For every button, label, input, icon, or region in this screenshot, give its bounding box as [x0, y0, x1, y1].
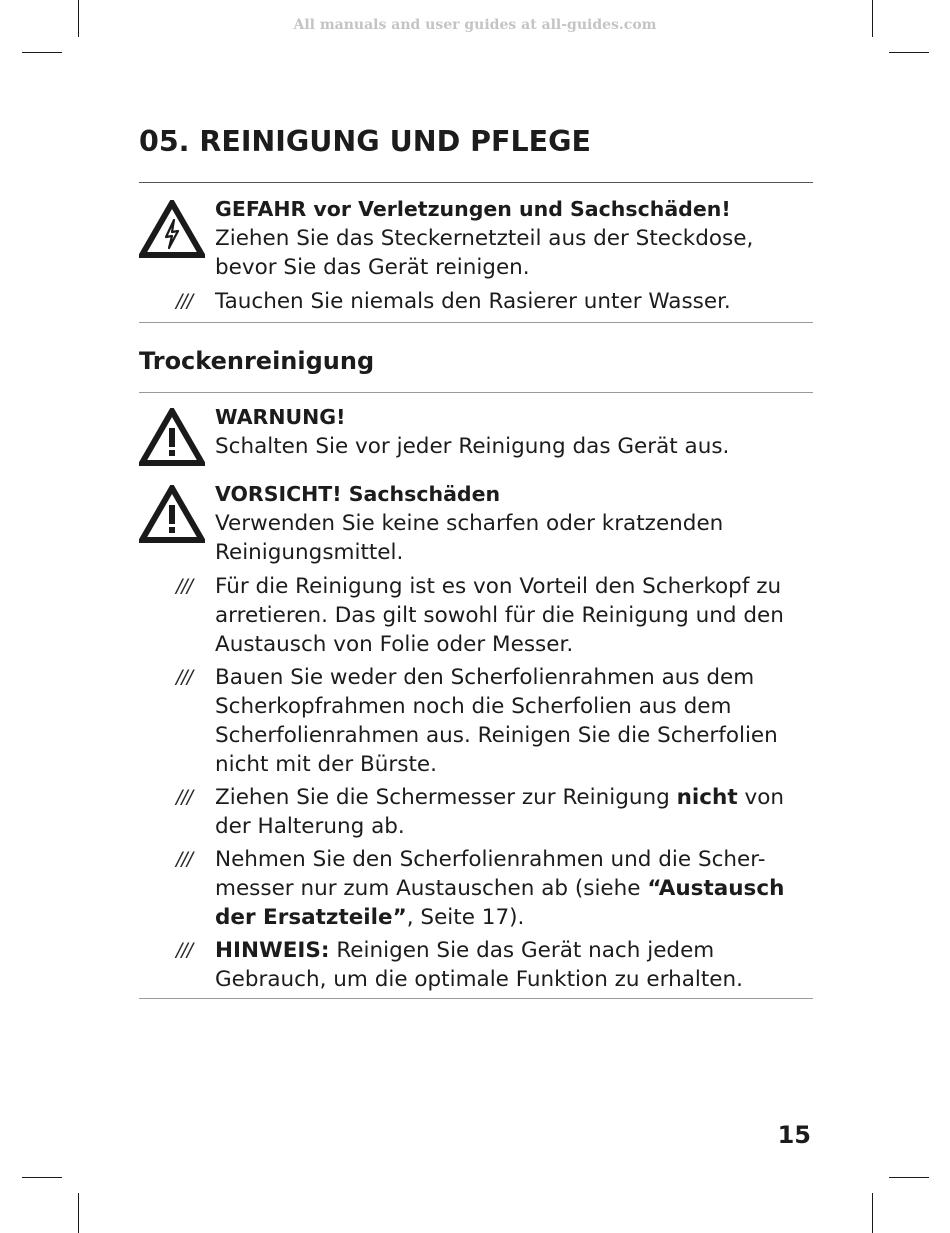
- caution-exclamation-icon: [139, 485, 205, 543]
- warning-notice: [139, 403, 813, 461]
- list-item: [139, 663, 813, 779]
- bullet-mark: ///: [176, 575, 193, 597]
- crop-mark-bottom-right-vertical: [872, 1193, 873, 1233]
- divider: [139, 998, 813, 999]
- bullet-text-end: , Seite 17).: [406, 905, 525, 930]
- page-content: [139, 118, 813, 999]
- list-item: [139, 845, 813, 932]
- electric-hazard-icon: [139, 200, 205, 258]
- bullet-mark: ///: [176, 290, 193, 312]
- divider: [139, 322, 813, 323]
- list-item: [139, 572, 813, 659]
- bullet-text-end: Reinigen Sie das Gerät nach jedem Gebrauch, um die optimale Funktion zu erhalten.: [215, 938, 743, 992]
- note-label: HINWEIS:: [215, 938, 330, 963]
- list-item: [139, 783, 813, 841]
- danger-text: Ziehen Sie das Steckernetzteil aus der Steckdose, bevor Sie das Gerät reinigen.: [215, 226, 754, 280]
- danger-notice: [139, 195, 813, 282]
- bullet-text-emphasis: nicht: [676, 785, 738, 810]
- danger-bullet-list: [139, 287, 813, 316]
- crop-mark-top-right-horizontal: [889, 52, 929, 53]
- crop-mark-bottom-left-horizontal: [22, 1177, 62, 1178]
- bullet-mark: ///: [176, 848, 193, 870]
- warning-exclamation-icon: [139, 408, 205, 466]
- bullet-mark: ///: [176, 786, 193, 808]
- list-item: [139, 936, 813, 994]
- crop-mark-bottom-left-vertical: [78, 1193, 79, 1233]
- bullet-text: Tauchen Sie niemals den Rasierer unter Wasser.: [215, 289, 731, 314]
- divider: [139, 392, 813, 393]
- danger-box: [139, 183, 813, 316]
- bullet-text-start: Ziehen Sie die Schermesser zur Reinigung: [215, 785, 677, 810]
- bullet-text: Für die Reinigung ist es von Vorteil den Scherkopf zu arretieren. Das gilt sowohl für die Reinigung und den Austausch von Folie oder Messer.: [215, 574, 784, 657]
- warning-text: Schalten Sie vor jeder Reinigung das Gerät aus.: [215, 434, 730, 459]
- page-number: 15: [777, 1121, 811, 1149]
- caution-heading: VORSICHT! Sachschäden: [215, 482, 501, 506]
- bullet-text: Bauen Sie weder den Scherfolienrahmen aus dem Scherkopfrahmen noch die Scherfolien aus dem Scherfolienrahmen aus. Reinigen Sie die Scherfolien nicht mit der Bürste.: [215, 665, 778, 777]
- section-title: Trockenreinigung: [139, 347, 375, 375]
- danger-heading: GEFAHR vor Verletzungen und Sachschäden!: [215, 197, 731, 221]
- caution-notice: [139, 480, 813, 567]
- bullet-text-start: Nehmen Sie den Scherfolienrahmen und die Scher-messer nur zum Austauschen ab (siehe: [215, 847, 766, 901]
- crop-mark-bottom-right-horizontal: [889, 1177, 929, 1178]
- watermark: All manuals and user guides at all-guides.com: [293, 17, 657, 33]
- caution-text: Verwenden Sie keine scharfen oder kratzenden Reinigungsmittel.: [215, 511, 724, 565]
- bullet-text-end: von der Halterung ab.: [215, 785, 784, 839]
- bullet-mark: ///: [176, 939, 193, 961]
- cleaning-bullet-list: [139, 572, 813, 994]
- crop-mark-top-left-horizontal: [22, 52, 62, 53]
- warning-heading: WARNUNG!: [215, 405, 346, 429]
- bullet-mark: ///: [176, 666, 193, 688]
- chapter-title: 05. REINIGUNG UND PFLEGE: [139, 125, 592, 158]
- list-item: [139, 287, 813, 316]
- cross-reference: “Austausch der Ersatzteile”: [215, 876, 785, 930]
